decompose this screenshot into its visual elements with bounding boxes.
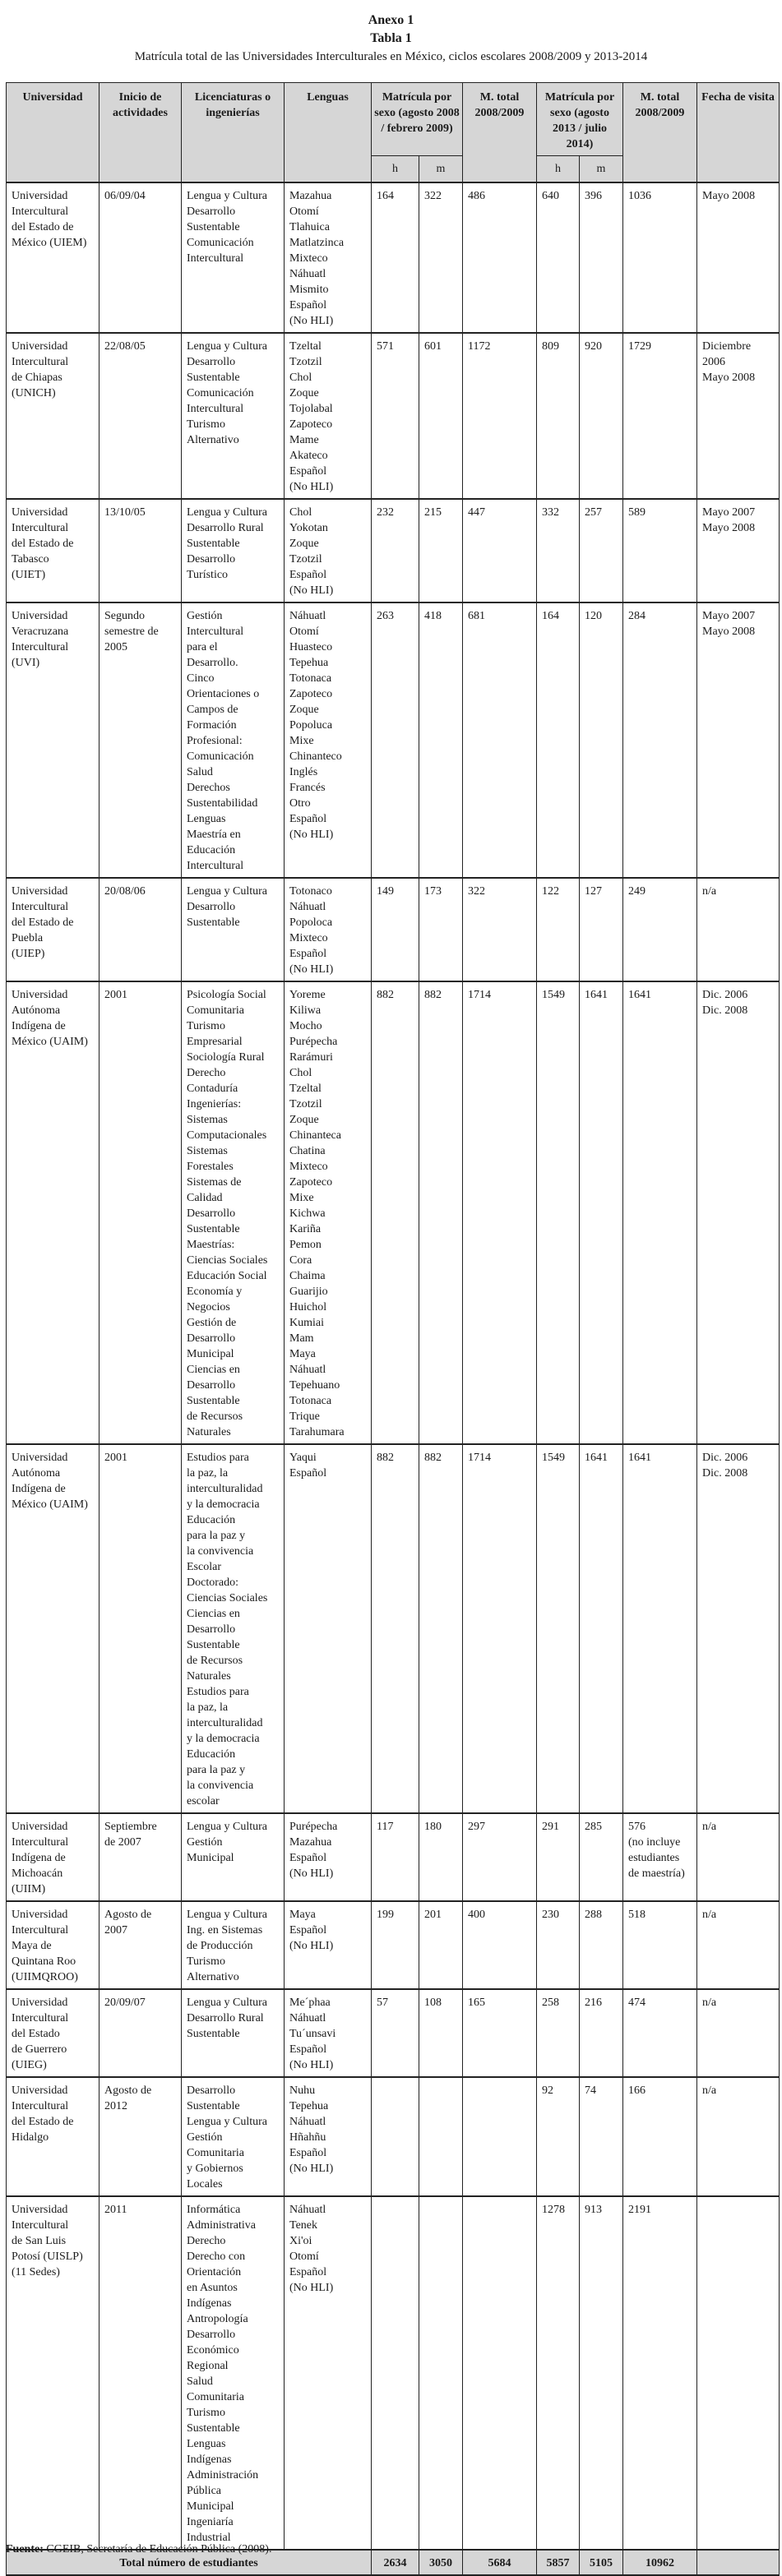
cell-licenciaturas: Gestión Intercultural para el Desarrollo. Cinco Orientaciones o Campos de Formación Profesional: Comunicación Salud Derechos Sustentabilidad Lenguas Maestría en Educación Intercultural: [182, 602, 285, 878]
cell-total-2008: 400: [463, 1901, 537, 1989]
cell-h-2008: 117: [372, 1813, 419, 1901]
table-header: [7, 83, 780, 183]
table-titles: [0, 12, 782, 66]
cell-universidad: Universidad Intercultural del Estado de Puebla (UIEP): [7, 878, 99, 981]
cell-inicio: 20/08/06: [99, 878, 182, 981]
cell-universidad: Universidad Intercultural Maya de Quintana Roo (UIIMQROO): [7, 1901, 99, 1989]
cell-h-2008: 232: [372, 499, 419, 602]
cell-total-2008: 322: [463, 878, 537, 981]
cell-licenciaturas: Estudios para la paz, la interculturalidad y la democracia Educación para la paz y la convivencia Escolar Doctorado: Ciencias Sociales Ciencias en Desarrollo Sustentable de Recursos Naturales Estudios para la paz, la interculturalidad y la democracia Educación para la paz y la convivencia escolar: [182, 1444, 285, 1813]
cell-total-2013: 518: [623, 1901, 697, 1989]
cell-total-2013: 166: [623, 2077, 697, 2196]
cell-inicio: 06/09/04: [99, 182, 182, 333]
table-row: [7, 333, 780, 499]
col-matricula-2008: Matrícula por sexo (agosto 2008 / febrero 2009): [372, 83, 463, 156]
cell-lenguas: Yaqui Español: [285, 1444, 372, 1813]
cell-inicio: 2011: [99, 2196, 182, 2550]
cell-h-2013: 640: [537, 182, 580, 333]
cell-licenciaturas: Lengua y Cultura Desarrollo Sustentable: [182, 878, 285, 981]
cell-lenguas: Me´phaa Náhuatl Tu´unsavi Español (No HLI): [285, 1989, 372, 2077]
cell-fecha-visita: [697, 2196, 780, 2550]
cell-licenciaturas: Lengua y Cultura Desarrollo Sustentable Comunicación Intercultural Turismo Alternativo: [182, 333, 285, 499]
table-row: [7, 182, 780, 333]
cell-fecha-visita: n/a: [697, 1813, 780, 1901]
cell-h-2008: 164: [372, 182, 419, 333]
cell-total-2013: 576 (no incluye estudiantes de maestría): [623, 1813, 697, 1901]
cell-fecha-visita: n/a: [697, 1989, 780, 2077]
cell-licenciaturas: Lengua y Cultura Desarrollo Rural Sustentable: [182, 1989, 285, 2077]
cell-m-2013: 920: [580, 333, 623, 499]
cell-fecha-visita: Diciembre 2006 Mayo 2008: [697, 333, 780, 499]
cell-inicio: Agosto de 2007: [99, 1901, 182, 1989]
table-row: [7, 2077, 780, 2196]
cell-m-2013: 913: [580, 2196, 623, 2550]
col-licenciaturas: Licenciaturas o ingenierías: [182, 83, 285, 183]
cell-total-2008: 681: [463, 602, 537, 878]
cell-licenciaturas: Lengua y Cultura Ing. en Sistemas de Producción Turismo Alternativo: [182, 1901, 285, 1989]
col-m-2008: m: [419, 156, 463, 183]
cell-m-2008: 882: [419, 1444, 463, 1813]
total-label: Total número de estudiantes: [7, 2550, 372, 2575]
cell-m-2008: 418: [419, 602, 463, 878]
cell-total-2008: 297: [463, 1813, 537, 1901]
cell-total-2013: 1641: [623, 1444, 697, 1813]
cell-total-2008: [463, 2077, 537, 2196]
table-body: [7, 182, 780, 2550]
cell-m-2013: 257: [580, 499, 623, 602]
cell-m-2013: 216: [580, 1989, 623, 2077]
table-label: Tabla 1: [370, 31, 412, 45]
cell-lenguas: Náhuatl Otomí Huasteco Tepehua Totonaca Zapoteco Zoque Popoluca Mixe Chinanteco Inglés Francés Otro Español (No HLI): [285, 602, 372, 878]
cell-h-2013: 92: [537, 2077, 580, 2196]
cell-m-2013: 120: [580, 602, 623, 878]
col-inicio: Inicio de actividades: [99, 83, 182, 183]
cell-licenciaturas: Desarrollo Sustentable Lengua y Cultura Gestión Comunitaria y Gobiernos Locales: [182, 2077, 285, 2196]
cell-h-2013: 1549: [537, 1444, 580, 1813]
table-row: [7, 1813, 780, 1901]
col-lenguas: Lenguas: [285, 83, 372, 183]
cell-fecha-visita: Dic. 2006 Dic. 2008: [697, 1444, 780, 1813]
cell-h-2008: 263: [372, 602, 419, 878]
cell-total-2013: 284: [623, 602, 697, 878]
cell-m-2008: 322: [419, 182, 463, 333]
cell-h-2008: 199: [372, 1901, 419, 1989]
cell-m-2013: 288: [580, 1901, 623, 1989]
cell-fecha-visita: n/a: [697, 2077, 780, 2196]
total-fecha-empty: [697, 2550, 780, 2575]
cell-fecha-visita: Dic. 2006 Dic. 2008: [697, 981, 780, 1444]
total-2008: 5684: [463, 2550, 537, 2575]
cell-fecha-visita: n/a: [697, 1901, 780, 1989]
cell-licenciaturas: Lengua y Cultura Desarrollo Sustentable Comunicación Intercultural: [182, 182, 285, 333]
cell-total-2008: 486: [463, 182, 537, 333]
cell-inicio: 2001: [99, 1444, 182, 1813]
cell-inicio: Agosto de 2012: [99, 2077, 182, 2196]
cell-m-2013: 285: [580, 1813, 623, 1901]
cell-fecha-visita: Mayo 2007 Mayo 2008: [697, 602, 780, 878]
cell-m-2008: 108: [419, 1989, 463, 2077]
cell-m-2008: [419, 2077, 463, 2196]
col-total-2013: M. total 2008/2009: [623, 83, 697, 183]
total-m-2008: 3050: [419, 2550, 463, 2575]
cell-universidad: Universidad Intercultural Indígena de Michoacán (UIIM): [7, 1813, 99, 1901]
cell-total-2008: 165: [463, 1989, 537, 2077]
total-h-2008: 2634: [372, 2550, 419, 2575]
cell-h-2008: [372, 2196, 419, 2550]
cell-universidad: Universidad Intercultural del Estado de Tabasco (UIET): [7, 499, 99, 602]
table-row: [7, 878, 780, 981]
cell-universidad: Universidad Intercultural de Chiapas (UNICH): [7, 333, 99, 499]
cell-h-2008: 57: [372, 1989, 419, 2077]
total-m-2013: 5105: [580, 2550, 623, 2575]
table-row: [7, 1444, 780, 1813]
cell-inicio: 20/09/07: [99, 1989, 182, 2077]
cell-inicio: 22/08/05: [99, 333, 182, 499]
cell-m-2013: 1641: [580, 981, 623, 1444]
cell-inicio: Segundo semestre de 2005: [99, 602, 182, 878]
cell-total-2008: 1714: [463, 1444, 537, 1813]
cell-licenciaturas: Lengua y Cultura Gestión Municipal: [182, 1813, 285, 1901]
cell-lenguas: Tzeltal Tzotzil Chol Zoque Tojolabal Zapoteco Mame Akateco Español (No HLI): [285, 333, 372, 499]
cell-h-2008: 882: [372, 1444, 419, 1813]
total-h-2013: 5857: [537, 2550, 580, 2575]
cell-licenciaturas: Informática Administrativa Derecho Derecho con Orientación en Asuntos Indígenas Antropología Desarrollo Económico Regional Salud Comunitaria Turismo Sustentable Lenguas Indígenas Administración Pública Municipal Ingeniaría Industrial: [182, 2196, 285, 2550]
cell-h-2013: 809: [537, 333, 580, 499]
cell-h-2013: 1278: [537, 2196, 580, 2550]
cell-h-2013: 230: [537, 1901, 580, 1989]
cell-universidad: Universidad Veracruzana Intercultural (UVI): [7, 602, 99, 878]
cell-m-2008: 173: [419, 878, 463, 981]
col-matricula-2013: Matrícula por sexo (agosto 2013 / julio 2014): [537, 83, 623, 156]
cell-total-2008: [463, 2196, 537, 2550]
cell-licenciaturas: Psicología Social Comunitaria Turismo Empresarial Sociología Rural Derecho Contaduría Ingenierías: Sistemas Computacionales Sistemas Forestales Sistemas de Calidad Desarrollo Sustentable Maestrías: Ciencias Sociales Educación Social Economía y Negocios Gestión de Desarrollo Municipal Ciencias en Desarrollo Sustentable de Recursos Naturales: [182, 981, 285, 1444]
cell-m-2008: 201: [419, 1901, 463, 1989]
cell-universidad: Universidad Autónoma Indígena de México (UAIM): [7, 1444, 99, 1813]
cell-h-2013: 1549: [537, 981, 580, 1444]
table-row: [7, 602, 780, 878]
cell-m-2008: [419, 2196, 463, 2550]
cell-fecha-visita: Mayo 2008: [697, 182, 780, 333]
cell-lenguas: Totonaco Náhuatl Popoloca Mixteco Español (No HLI): [285, 878, 372, 981]
cell-total-2013: 1036: [623, 182, 697, 333]
cell-h-2008: [372, 2077, 419, 2196]
cell-licenciaturas: Lengua y Cultura Desarrollo Rural Sustentable Desarrollo Turístico: [182, 499, 285, 602]
cell-h-2008: 882: [372, 981, 419, 1444]
cell-lenguas: Maya Español (No HLI): [285, 1901, 372, 1989]
cell-m-2013: 74: [580, 2077, 623, 2196]
cell-m-2008: 601: [419, 333, 463, 499]
cell-total-2013: 2191: [623, 2196, 697, 2550]
cell-lenguas: Purépecha Mazahua Español (No HLI): [285, 1813, 372, 1901]
cell-lenguas: Chol Yokotan Zoque Tzotzil Español (No HLI): [285, 499, 372, 602]
cell-universidad: Universidad Autónoma Indígena de México (UAIM): [7, 981, 99, 1444]
total-2013: 10962: [623, 2550, 697, 2575]
table-row: [7, 1901, 780, 1989]
enrollment-table: [6, 82, 780, 2576]
source-label: Fuente:: [6, 2543, 44, 2555]
col-h-2013: h: [537, 156, 580, 183]
cell-h-2013: 332: [537, 499, 580, 602]
annex-title: Anexo 1: [368, 13, 414, 27]
cell-universidad: Universidad Intercultural del Estado de México (UIEM): [7, 182, 99, 333]
cell-h-2008: 149: [372, 878, 419, 981]
cell-m-2013: 1641: [580, 1444, 623, 1813]
source-text: CGEIB, Secretaría de Educación Pública (2008).: [46, 2543, 272, 2555]
cell-total-2013: 589: [623, 499, 697, 602]
col-total-2008: M. total 2008/2009: [463, 83, 537, 183]
cell-m-2008: 180: [419, 1813, 463, 1901]
col-m-2013: m: [580, 156, 623, 183]
cell-m-2013: 127: [580, 878, 623, 981]
cell-h-2013: 122: [537, 878, 580, 981]
cell-lenguas: Náhuatl Tenek Xi'oi Otomí Español (No HLI): [285, 2196, 372, 2550]
cell-lenguas: Nuhu Tepehua Náhuatl Hñahñu Español (No HLI): [285, 2077, 372, 2196]
cell-h-2013: 291: [537, 1813, 580, 1901]
col-universidad: Universidad: [7, 83, 99, 183]
cell-inicio: 2001: [99, 981, 182, 1444]
cell-total-2013: 1641: [623, 981, 697, 1444]
col-h-2008: h: [372, 156, 419, 183]
table-caption: Matrícula total de las Universidades Interculturales en México, ciclos escolares 2008/2009 y 2013-2014: [134, 50, 648, 63]
cell-total-2013: 249: [623, 878, 697, 981]
table-row: [7, 981, 780, 1444]
cell-h-2013: 258: [537, 1989, 580, 2077]
cell-fecha-visita: Mayo 2007 Mayo 2008: [697, 499, 780, 602]
cell-inicio: 13/10/05: [99, 499, 182, 602]
cell-inicio: Septiembre de 2007: [99, 1813, 182, 1901]
cell-m-2008: 882: [419, 981, 463, 1444]
table-row: [7, 499, 780, 602]
cell-lenguas: Yoreme Kiliwa Mocho Purépecha Rarámuri Chol Tzeltal Tzotzil Zoque Chinanteca Chatina Mixteco Zapoteco Mixe Kichwa Kariña Pemon Cora Chaima Guarijio Huichol Kumiai Mam Maya Náhuatl Tepehuano Totonaca Trique Tarahumara: [285, 981, 372, 1444]
cell-m-2008: 215: [419, 499, 463, 602]
cell-total-2008: 1172: [463, 333, 537, 499]
cell-h-2013: 164: [537, 602, 580, 878]
col-fecha: Fecha de visita: [697, 83, 780, 183]
cell-fecha-visita: n/a: [697, 878, 780, 981]
cell-total-2008: 1714: [463, 981, 537, 1444]
cell-total-2013: 474: [623, 1989, 697, 2077]
cell-universidad: Universidad Intercultural de San Luis Potosí (UISLP) (11 Sedes): [7, 2196, 99, 2550]
source-note: [6, 2541, 271, 2557]
table-row: [7, 1989, 780, 2077]
table-row: [7, 2196, 780, 2550]
cell-total-2013: 1729: [623, 333, 697, 499]
cell-universidad: Universidad Intercultural del Estado de Hidalgo: [7, 2077, 99, 2196]
cell-total-2008: 447: [463, 499, 537, 602]
cell-m-2013: 396: [580, 182, 623, 333]
cell-universidad: Universidad Intercultural del Estado de Guerrero (UIEG): [7, 1989, 99, 2077]
cell-h-2008: 571: [372, 333, 419, 499]
cell-lenguas: Mazahua Otomí Tlahuica Matlatzinca Mixteco Náhuatl Mismito Español (No HLI): [285, 182, 372, 333]
